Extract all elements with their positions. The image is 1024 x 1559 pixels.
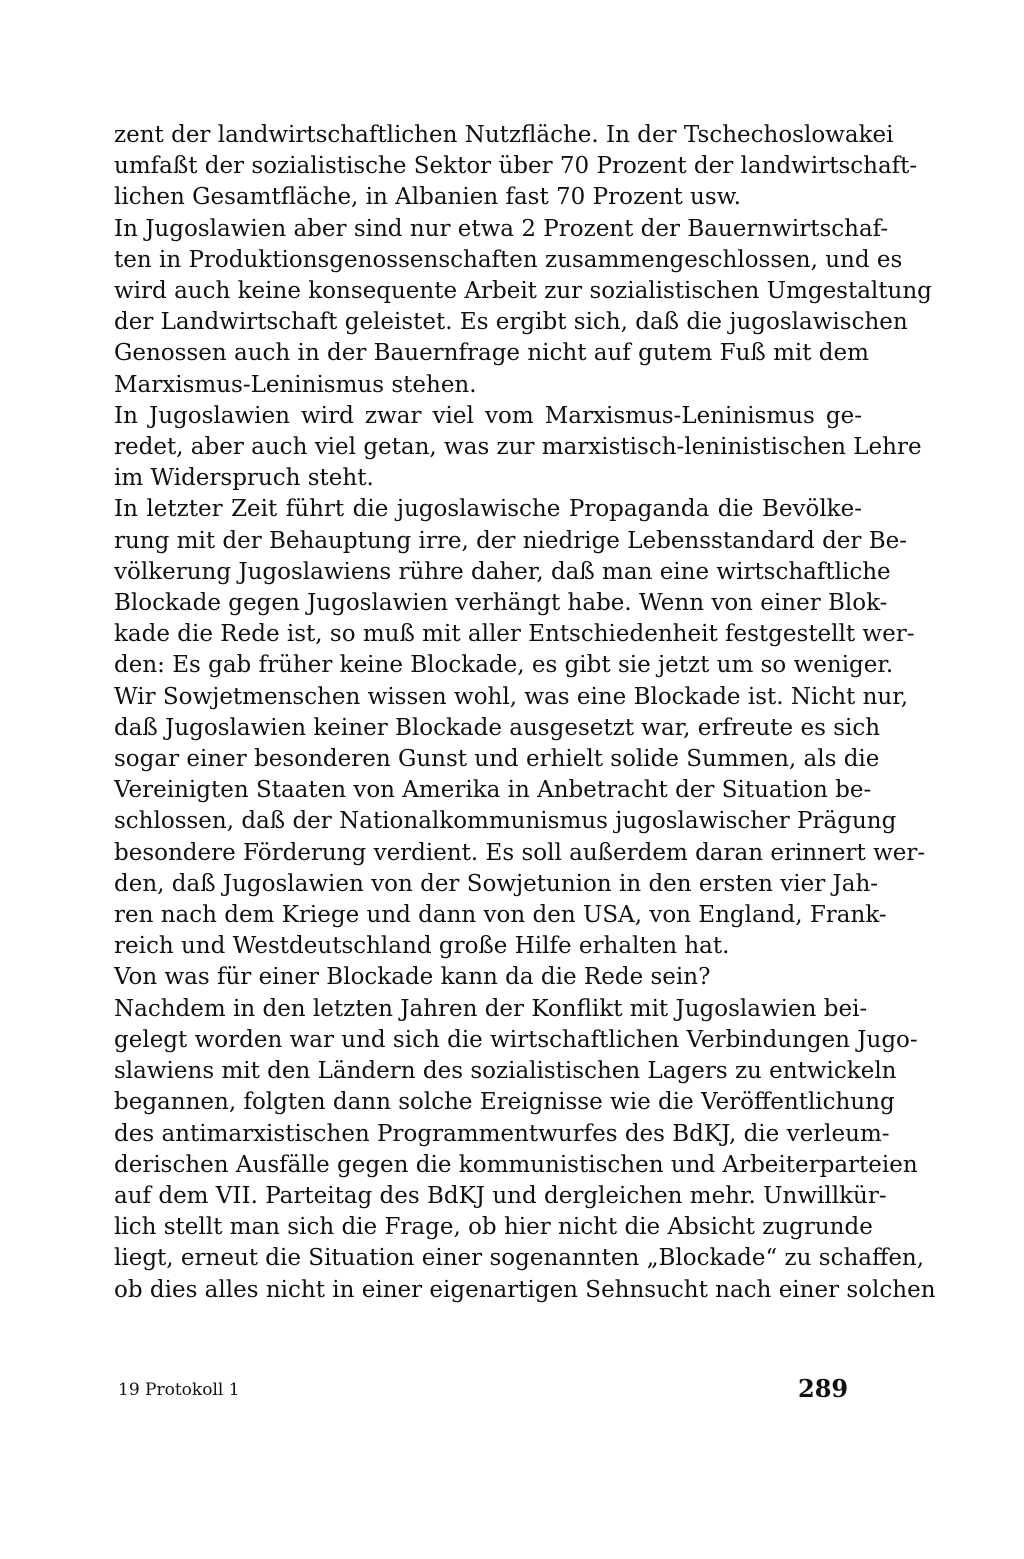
- text-line: slawiens mit den Ländern des sozialistischen Lagers zu entwickeln: [114, 1058, 897, 1085]
- paragraph: [114, 994, 936, 1306]
- text-line: liegt, erneut die Situation einer sogenannten „Blockade“ zu schaffen,: [114, 1245, 925, 1272]
- text-line: In letzter Zeit führt die jugoslawische Propaganda die Bevölke-: [114, 496, 862, 523]
- text-line: derischen Ausfälle gegen die kommunistischen und Arbeiterparteien: [114, 1151, 918, 1178]
- text-line: umfaßt der sozialistische Sektor über 70 Prozent der landwirtschaft-: [114, 153, 918, 180]
- text-line: ren nach dem Kriege und dann von den USA, von England, Frank-: [114, 902, 887, 929]
- text-line: reich und Westdeutschland große Hilfe erhalten hat.: [114, 933, 730, 960]
- text-line: Nachdem in den letzten Jahren der Konflikt mit Jugoslawien bei-: [114, 995, 868, 1022]
- text-line: lich stellt man sich die Frage, ob hier nicht die Absicht zugrunde: [114, 1214, 873, 1241]
- text-line: schlossen, daß der Nationalkommunismus jugoslawischer Prägung: [114, 808, 897, 835]
- text-line: gelegt worden war und sich die wirtschaftlichen Verbindungen Jugo-: [114, 1026, 918, 1053]
- paragraph: [114, 120, 918, 214]
- text-line: des antimarxistischen Programmentwurfes des BdKJ, die verleum-: [114, 1120, 890, 1147]
- text-line: Genossen auch in der Bauernfrage nicht auf gutem Fuß mit dem: [114, 340, 869, 367]
- text-line: Blockade gegen Jugoslawien verhängt habe. Wenn von einer Blok-: [114, 590, 888, 617]
- text-line: redet, aber auch viel getan, was zur marxistisch-leninistischen Lehre: [114, 434, 922, 461]
- text-line: besondere Förderung verdient. Es soll außerdem daran erinnert wer-: [114, 839, 926, 866]
- text-line: Wir Sowjetmenschen wissen wohl, was eine Blockade ist. Nicht nur,: [114, 683, 909, 710]
- text-line: ten in Produktionsgenossenschaften zusammengeschlossen, und es: [114, 246, 903, 273]
- text-line: daß Jugoslawien keiner Blockade ausgesetzt war, erfreute es sich: [114, 714, 881, 741]
- text-line: auf dem VII. Parteitag des BdKJ und dergleichen mehr. Unwillkür-: [114, 1182, 887, 1209]
- text-line: den, daß Jugoslawien von der Sowjetunion in den ersten vier Jah-: [114, 870, 879, 897]
- text-line: begannen, folgten dann solche Ereignisse wie die Veröffentlichung: [114, 1089, 895, 1116]
- text-line: kade die Rede ist, so muß mit aller Entschiedenheit festgestellt wer-: [114, 621, 915, 648]
- page-number: 289: [798, 1374, 849, 1403]
- text-line: völkerung Jugoslawiens rühre daher, daß man eine wirtschaftliche: [114, 558, 891, 585]
- text-line: In Jugoslawien aber sind nur etwa 2 Prozent der Bauernwirtschaf-: [114, 215, 889, 242]
- text-line: zent der landwirtschaftlichen Nutzfläche. In der Tschechoslowakei: [114, 122, 894, 148]
- paragraph: [114, 214, 932, 401]
- text-line: rung mit der Behauptung irre, der niedrige Lebensstandard der Be-: [114, 527, 908, 554]
- text-line: In Jugoslawien wird zwar viel vom Marxismus-Leninismus ge-: [114, 402, 862, 429]
- text-line: Marxismus-Leninismus stehen.: [114, 371, 477, 398]
- text-line: sogar einer besonderen Gunst und erhielt solide Summen, als die: [114, 746, 880, 773]
- text-line: Vereinigten Staaten von Amerika in Anbetracht der Situation be-: [114, 777, 872, 804]
- paragraph: [114, 401, 922, 495]
- text-line: Von was für einer Blockade kann da die Rede sein?: [114, 964, 711, 991]
- paragraph: [114, 494, 926, 962]
- printer-signature: 19 Protokoll 1: [118, 1380, 240, 1400]
- text-line: im Widerspruch steht.: [114, 465, 374, 492]
- text-line: wird auch keine konsequente Arbeit zur sozialistischen Umgestaltung: [114, 278, 932, 305]
- paragraph: [114, 962, 862, 993]
- text-line: der Landwirtschaft geleistet. Es ergibt sich, daß die jugoslawischen: [114, 309, 908, 336]
- body-text: [114, 120, 936, 1306]
- text-line: ob dies alles nicht in einer eigenartigen Sehnsucht nach einer solchen: [114, 1276, 936, 1303]
- text-line: den: Es gab früher keine Blockade, es gibt sie jetzt um so weniger.: [114, 652, 894, 679]
- text-line: lichen Gesamtfläche, in Albanien fast 70 Prozent usw.: [114, 184, 741, 211]
